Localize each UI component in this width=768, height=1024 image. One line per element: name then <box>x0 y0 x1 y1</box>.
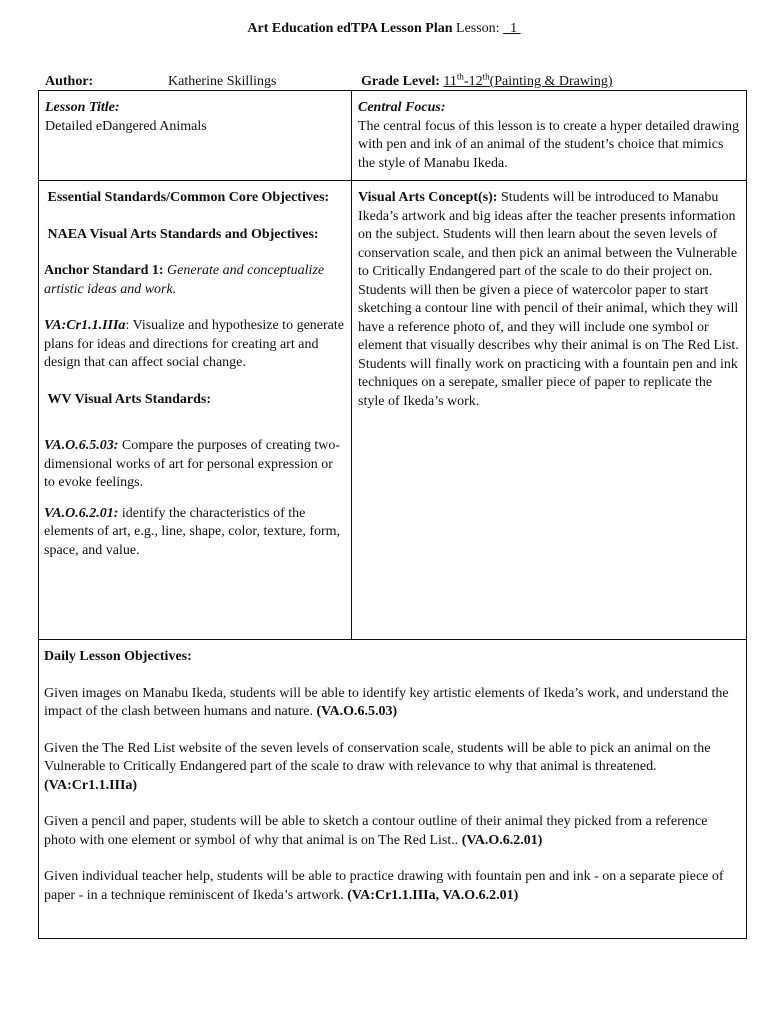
daily-objective-4: Given individual teacher help, students will be able to practice drawing with fountain pen and ink - on a separate piece of paper - in a technique reminiscent of Ikeda’s artwork. (VA:Cr1.1.IIIa, VA.O.6.2.01) <box>44 869 724 903</box>
standards-heading: Essential Standards/Common Core Objectives: <box>47 190 330 205</box>
grade-level-label: Grade Level: <box>361 74 440 89</box>
lesson-number: 1 <box>510 21 518 36</box>
document-title <box>0 20 768 39</box>
standards-cell <box>39 181 352 640</box>
anchor-standard: Anchor Standard 1: Generate and conceptualize artistic ideas and work. <box>44 263 325 297</box>
lesson-label: Lesson: <box>456 21 500 36</box>
visual-arts-concepts-cell <box>352 181 747 640</box>
lesson-title-value: Detailed eDangered Animals <box>45 118 207 134</box>
central-focus-cell <box>352 91 747 181</box>
daily-objective-3: Given a pencil and paper, students will be able to sketch a contour outline of their animal they picked from a reference photo with one element or symbol of why that animal is on The Red List.. (VA.O.6.2.01) <box>44 814 708 848</box>
grade-level-value: 11th-12th(Painting & Drawing) <box>443 71 613 89</box>
naea-heading: NAEA Visual Arts Standards and Objectives: <box>47 226 319 242</box>
daily-objectives-cell <box>39 640 747 939</box>
author-name: Katherine Skillings <box>168 74 277 89</box>
lesson-plan-table <box>38 90 747 939</box>
grade-level-field <box>361 73 612 92</box>
wv-heading: WV Visual Arts Standards: <box>47 391 212 407</box>
va-cr-standard: VA:Cr1.1.IIIa: Visualize and hypothesize to generate plans for ideas and directions for creating art and design that can affect social change. <box>44 318 344 370</box>
author-field <box>45 73 277 92</box>
author-label: Author: <box>45 74 94 89</box>
author-grade-line <box>45 73 747 91</box>
central-focus-value: The central focus of this lesson is to create a hyper detailed drawing with pen and ink of an animal of the student’s choice that mimics the style of Manabu Ikeda. <box>358 118 739 171</box>
va-o-6-2-01-standard: VA.O.6.2.01: identify the characteristics of the elements of art, e.g., line, shape, color, texture, form, space, and value. <box>44 505 341 558</box>
lesson-title-label: Lesson Title: <box>45 100 120 115</box>
daily-objectives-heading: Daily Lesson Objectives: <box>44 649 192 664</box>
daily-objective-2: Given the The Red List website of the seven levels of conservation scale, students will be able to pick an animal on the Vulnerable to Critically Endangered part of the scale to draw with relevance to why that animal is threatened. (VA:Cr1.1.IIIa) <box>44 740 711 793</box>
visual-arts-concepts: Visual Arts Concept(s): Students will be introduced to Manabu Ikeda’s artwork and big ideas after the teacher presents information on the subject. Students will then learn about the seven levels of conservation scale, and then pick an animal between the Vulnerable to Critically Endangered part of the scale to do their project on. Students will then be given a piece of watercolor paper to start sketching a contour line with pencil of their animal, which they will have a reference photo of, and they will include one symbol or element that visually describes why their animal is on The Red List. Students will finally work on practicing with a fountain pen and ink techniques on a serepate, smaller piece of paper to replicate the style of Ikeda’s work. <box>358 190 739 409</box>
va-o-6-5-03-standard: VA.O.6.5.03: Compare the purposes of creating two-dimensional works of art for personal expression or to evoke feelings. <box>44 438 341 490</box>
lesson-title-cell <box>39 91 352 181</box>
central-focus-label: Central Focus: <box>358 100 446 115</box>
title-text: Art Education edTPA Lesson Plan <box>247 21 453 36</box>
daily-objective-1: Given images on Manabu Ikeda, students will be able to identify key artistic elements of Ikeda’s work, and understand the impact of the clash between humans and nature. (VA.O.6.5.03) <box>44 685 729 719</box>
